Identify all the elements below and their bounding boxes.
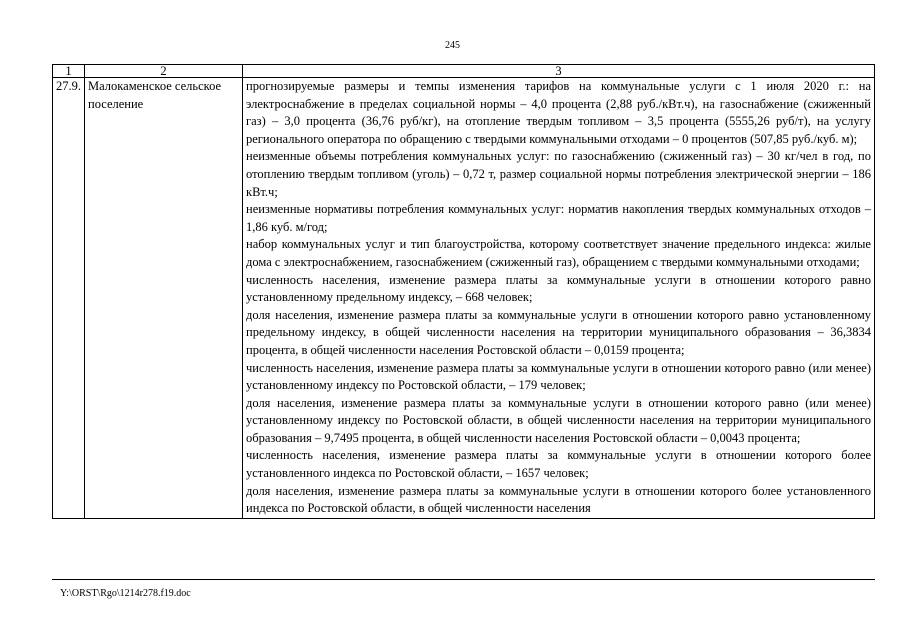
- paragraph-share-equal: доля населения, изменение размера платы за коммунальные услуги в отношении которого равно установленному предельному индексу, в общей численности населения на территории муниципального образования – 36,3834 процента, в общей численности населения Ростовской области – 0,0159 процента;: [246, 307, 871, 357]
- column-header-1: 1: [53, 65, 85, 78]
- table-row: [53, 78, 875, 519]
- paragraph-population-more: численность населения, изменение размера платы за коммунальные услуги в отношении которого более установленного индекса по Ростовской области, – 1657 человек;: [246, 448, 871, 481]
- table-header-row: [53, 65, 875, 78]
- row-number: 27.9.: [53, 78, 85, 519]
- paragraph-consumption-volumes: неизменные объемы потребления коммунальных услуг: по газоснабжению (сжиженный газ) – 30 кг/чел в год, по отоплению твердым топливом (уголь) – 0,72 т, размер социальной нормы потребления электрической энергии – 186 кВт.ч;: [246, 149, 871, 199]
- paragraph-population-equal: численность населения, изменение размера платы за коммунальные услуги в отношении которого равно установленному предельному индексу, – 668 человек;: [246, 272, 871, 305]
- table-bottom-border: [52, 579, 875, 580]
- column-header-3: 3: [243, 65, 875, 78]
- page-number: 245: [445, 40, 460, 51]
- paragraph-share-more: доля населения, изменение размера платы за коммунальные услуги в отношении которого более установленного индекса по Ростовской области, в общей численности населения: [246, 483, 871, 516]
- paragraph-population-less: численность населения, изменение размера платы за коммунальные услуги в отношении которого равно (или менее) установленному индексу по Ростовской области, – 179 человек;: [246, 360, 871, 393]
- footer-file-path: Y:\ORST\Rgo\1214r278.f19.doc: [60, 588, 191, 599]
- column-header-2: 2: [85, 65, 243, 78]
- paragraph-services-set: набор коммунальных услуг и тип благоустройства, которому соответствует значение предельного индекса: жилые дома с электроснабжением, газоснабжением (сжиженный газ), обращением с твердыми коммунальными отходами;: [246, 237, 871, 269]
- paragraph-share-less: доля населения, изменение размера платы за коммунальные услуги в отношении которого равно (или менее) установленному индексу по Ростовской области, в общей численности населения на территории муниципального образования – 9,7495 процента, в общей численности населения Ростовской области – 0,0043 процента;: [246, 395, 871, 445]
- row-content: [243, 78, 875, 519]
- paragraph-consumption-norms: неизменные нормативы потребления коммунальных услуг: норматив накопления твердых коммунальных отходов – 1,86 куб. м/год;: [246, 202, 871, 234]
- settlement-name: Малокаменское сельское поселение: [85, 78, 243, 519]
- paragraph-tariffs: прогнозируемые размеры и темпы изменения тарифов на коммунальные услуги с 1 июля 2020 г.: на электроснабжение в пределах социальной нормы – 4,0 процента (2,88 руб./кВт.ч), на газоснабжение (сжиженный газ) – 3,0 процента (36,76 руб/кг), на отопление твердым топливом – 3,5 процента (5555,26 руб/т), на услугу регионального оператора по обращению с твердыми коммунальными отходами – 0 процентов (507,85 руб./куб. м);: [246, 79, 871, 146]
- document-table: [52, 64, 875, 519]
